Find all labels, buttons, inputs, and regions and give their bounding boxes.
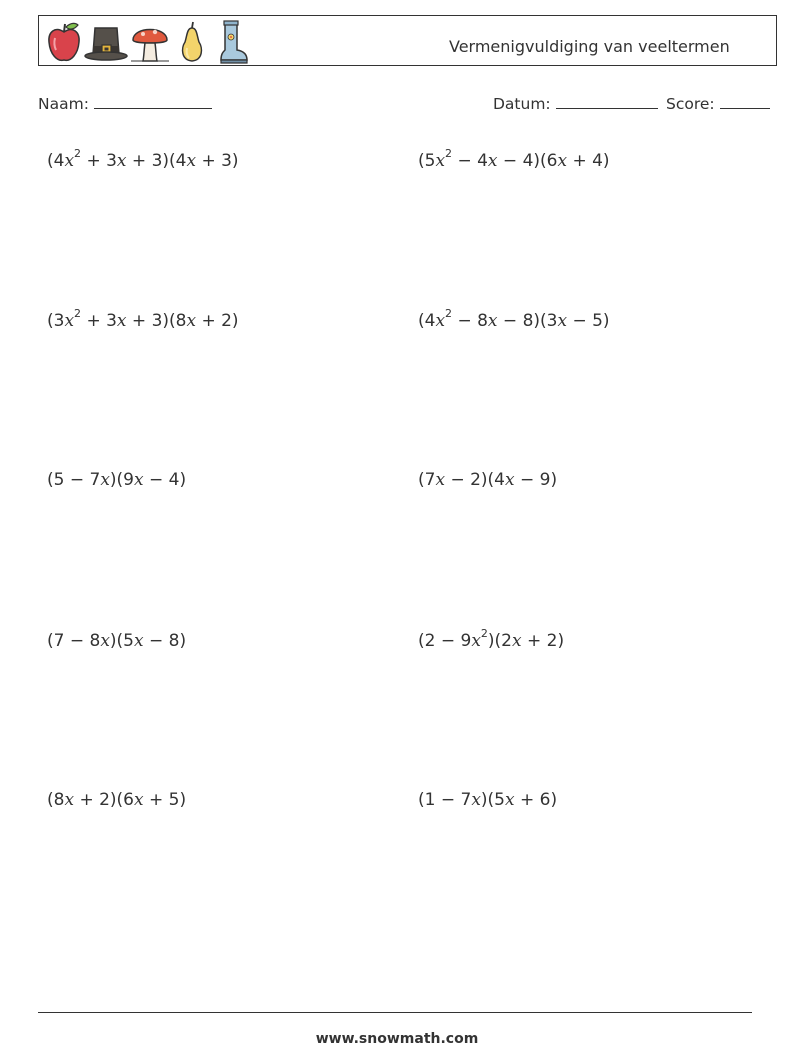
problem-3: $(3x^2 + 3x + 3)(8x + 2)$	[47, 307, 239, 331]
problem-2: $(5x^2 - 4x - 4)(6x + 4)$	[418, 147, 610, 171]
pear-icon	[171, 20, 213, 64]
date-field	[493, 94, 658, 113]
footer-rule	[38, 1012, 752, 1013]
date-label: Datum:	[493, 95, 551, 113]
header-icons	[45, 20, 253, 64]
pilgrim-hat-icon	[83, 20, 129, 64]
problem-6: (7x − 2)(4x − 9)	[418, 470, 558, 490]
score-label: Score:	[666, 95, 715, 113]
mushroom-icon	[129, 20, 171, 64]
date-line[interactable]	[556, 94, 658, 109]
page-title: Vermenigvuldiging van veeltermen	[449, 37, 730, 56]
rain-boot-icon	[213, 20, 253, 64]
problem-5: (5 − 7x)(9x − 4)	[47, 470, 187, 490]
problem-1: $(4x^2 + 3x + 3)(4x + 3)$	[47, 147, 239, 171]
problem-8: $(2 - 9x^2)(2x + 2)$	[418, 627, 565, 651]
score-line[interactable]	[720, 94, 770, 109]
footer-url: www.snowmath.com	[315, 1031, 479, 1047]
header-box	[38, 15, 777, 66]
problem-10: (1 − 7x)(5x + 6)	[418, 790, 558, 810]
score-field	[666, 94, 770, 113]
problem-9: (8x + 2)(6x + 5)	[47, 790, 187, 810]
name-field	[38, 94, 212, 113]
apple-icon	[45, 20, 83, 64]
problem-7: (7 − 8x)(5x − 8)	[47, 631, 187, 651]
problem-4: $(4x^2 - 8x - 8)(3x - 5)$	[418, 307, 610, 331]
name-label: Naam:	[38, 95, 89, 113]
name-line[interactable]	[94, 94, 212, 109]
